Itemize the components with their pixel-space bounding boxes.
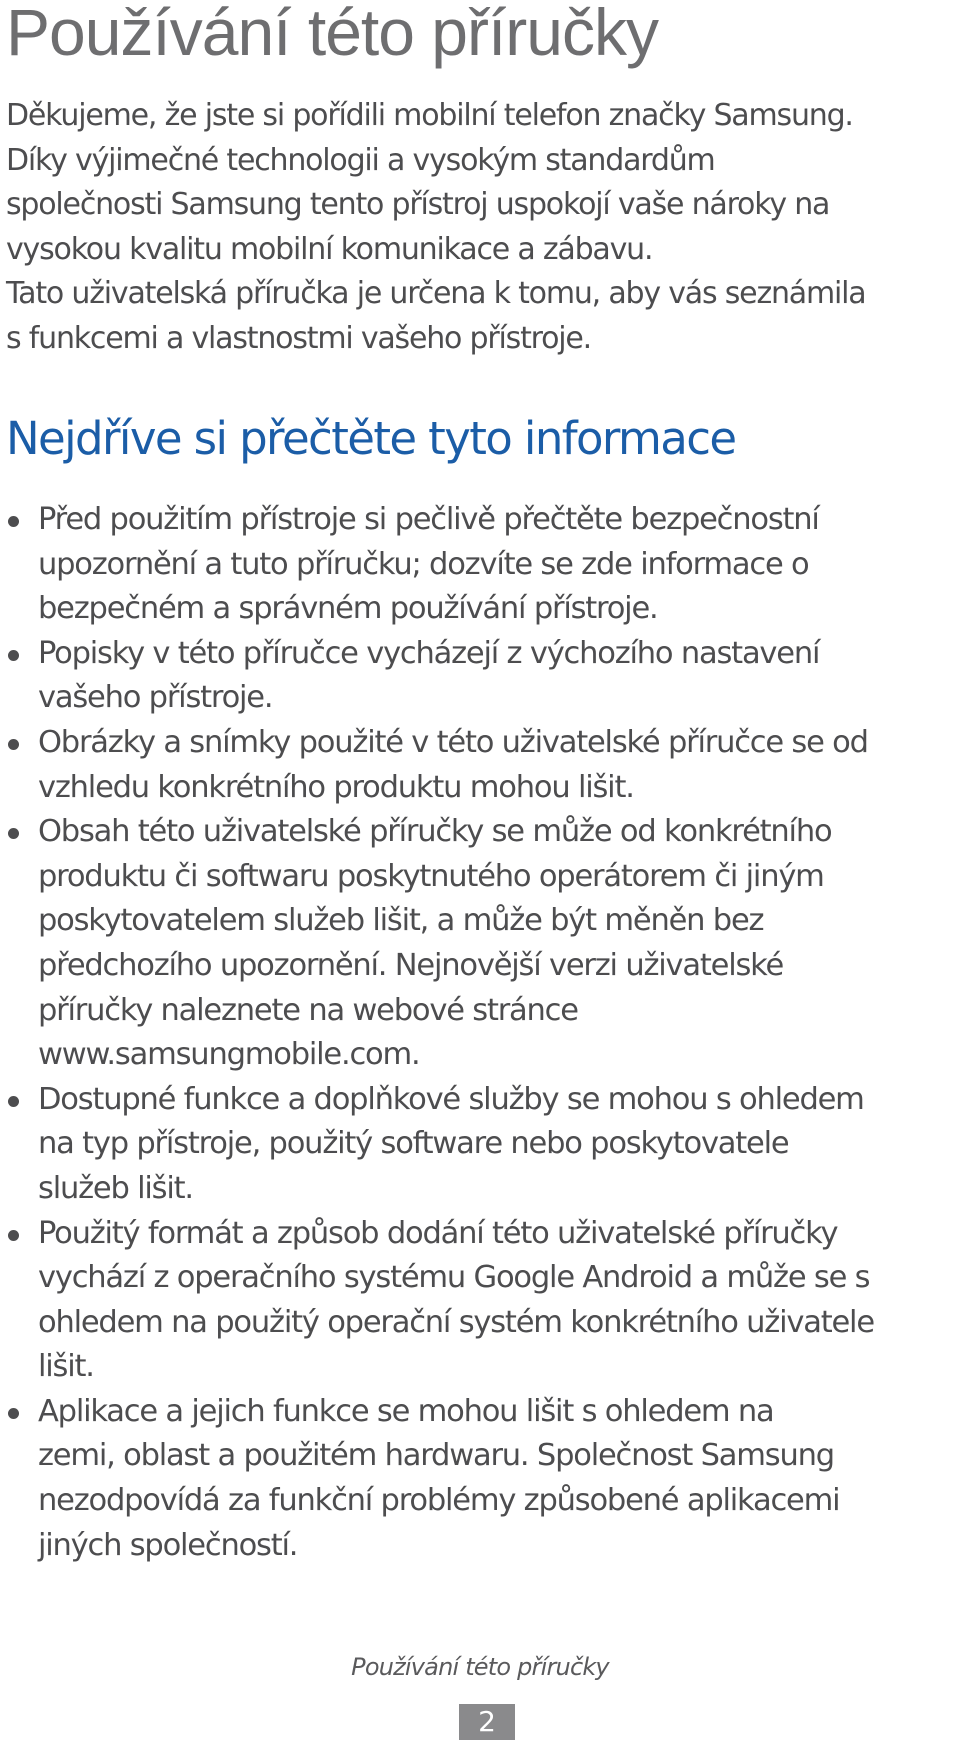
page-title: Používání této příručky — [6, 0, 658, 69]
text-line: Děkujeme, že jste si pořídili mobilní telefon značky Samsung. — [6, 98, 853, 133]
text-line: služeb lišit. — [38, 1170, 193, 1206]
text-line: vysokou kvalitu mobilní komunikace a zábavu. — [6, 231, 653, 267]
intro-text — [6, 94, 956, 361]
footer-section-label: Používání této příručky — [351, 1653, 609, 1681]
bullet-icon — [8, 650, 19, 661]
text-line: nezodpovídá za funkční problémy způsobené aplikacemi — [38, 1483, 840, 1519]
text-line: bezpečném a správném používání přístroje. — [38, 591, 658, 627]
list-item — [0, 721, 960, 810]
text-line: Aplikace a jejich funkce se mohou lišit s ohledem na — [38, 1393, 774, 1429]
text-line: Popisky v této příručce vycházejí z výchozího nastavení — [38, 635, 820, 671]
bullet-icon — [8, 1408, 19, 1419]
text-line: příručky naleznete na webové stránce — [38, 992, 578, 1028]
bullet-icon — [8, 828, 19, 839]
list-item — [0, 1212, 960, 1390]
text-line: vzhledu konkrétního produktu mohou lišit. — [38, 769, 634, 805]
text-line: Před použitím přístroje si pečlivě přečtěte bezpečnostní — [38, 502, 819, 537]
list-item — [0, 1390, 960, 1568]
text-line: poskytovatelem služeb lišit, a může být měněn bez — [38, 903, 764, 939]
text-line: zemi, oblast a použitém hardwaru. Společnost Samsung — [38, 1438, 834, 1474]
text-line: Tato uživatelská příručka je určena k tomu, aby vás seznámila — [6, 276, 866, 311]
text-line: vychází z operačního systému Google Android a může se s — [38, 1260, 870, 1296]
text-line: Díky výjimečné technologii a vysokým standardům — [6, 142, 715, 178]
text-line: ohledem na použitý operační systém konkrétního uživatele — [38, 1304, 874, 1340]
intro-paragraph-1 — [6, 94, 956, 272]
text-line: Obrázky a snímky použité v této uživatelské příručce se od — [38, 724, 868, 760]
list-item — [0, 810, 960, 1078]
text-line: jiných společností. — [38, 1527, 298, 1563]
bullet-icon — [8, 1230, 19, 1241]
text-line: společnosti Samsung tento přístroj uspokojí vaše nároky na — [6, 187, 830, 222]
text-line: na typ přístroje, použitý software nebo poskytovatele — [38, 1126, 789, 1162]
bullet-list — [0, 498, 960, 1568]
text-line: s funkcemi a vlastnostmi vašeho přístroje. — [6, 320, 592, 356]
text-line: předchozího upozornění. Nejnovější verzi uživatelské — [38, 947, 784, 983]
page-number: 2 — [459, 1704, 515, 1740]
bullet-icon — [8, 516, 19, 527]
section-heading: Nejdříve si přečtěte tyto informace — [6, 412, 736, 465]
text-line: vašeho přístroje. — [38, 680, 273, 716]
bullet-icon — [8, 739, 19, 750]
text-line: lišit. — [38, 1349, 94, 1385]
text-line: produktu či softwaru poskytnutého operátorem či jiným — [38, 858, 824, 894]
intro-paragraph-2 — [6, 272, 956, 361]
text-line: Použitý formát a způsob dodání této uživatelské příručky — [38, 1215, 838, 1251]
bullet-icon — [8, 1096, 19, 1107]
text-line: Obsah této uživatelské příručky se může od konkrétního — [38, 814, 832, 850]
list-item — [0, 632, 960, 721]
text-line: upozornění a tuto příručku; dozvíte se zde informace o — [38, 546, 809, 582]
text-line: Dostupné funkce a doplňkové služby se mohou s ohledem — [38, 1081, 864, 1117]
list-item — [0, 1078, 960, 1212]
list-item — [0, 498, 960, 632]
website-link[interactable]: www.samsungmobile.com. — [38, 1037, 420, 1073]
